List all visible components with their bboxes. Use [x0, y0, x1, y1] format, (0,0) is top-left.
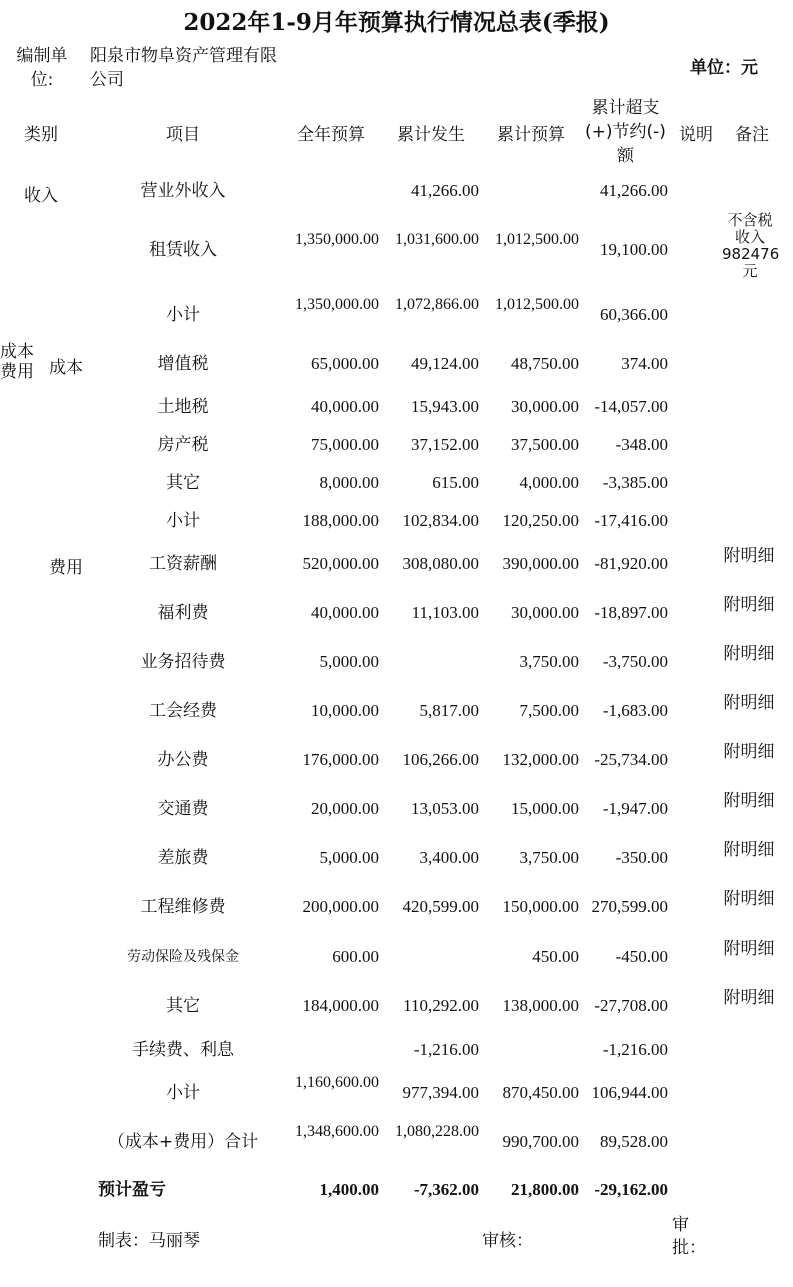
row-cumulative-budget: 138,000.00: [502, 996, 579, 1015]
row-variance: 106,944.00: [591, 1083, 668, 1102]
row-cumulative-budget: 150,000.00: [502, 897, 579, 916]
row-cumulative-budget: 30,000.00: [511, 397, 579, 416]
row-cumulative-actual: -7,362.00: [413, 1180, 479, 1199]
row-cumulative-actual: 615.00: [432, 473, 479, 492]
row-remark: 不含税收入982476元: [722, 211, 780, 280]
row-item: （成本+费用）合计: [107, 1132, 259, 1152]
org-name: 阳泉市物阜资产管理有限公司: [90, 46, 277, 90]
row-cumulative-actual: 110,292.00: [403, 996, 479, 1015]
row-annual-budget: 20,000.00: [311, 799, 379, 818]
row-cumulative-budget: 1,012,500.00: [495, 231, 579, 248]
row-annual-budget: 5,000.00: [319, 848, 379, 867]
row-variance: 60,366.00: [600, 305, 668, 324]
row-cumulative-budget: 48,750.00: [511, 354, 579, 373]
row-variance: -17,416.00: [594, 511, 668, 530]
row-variance: -27,708.00: [594, 996, 668, 1015]
row-cumulative-actual: 106,266.00: [402, 750, 479, 769]
row-variance: -29,162.00: [594, 1180, 668, 1199]
row-item: 工会经费: [149, 701, 217, 721]
row-annual-budget: 1,400.00: [319, 1180, 379, 1199]
unit-label: 单位：元: [690, 58, 758, 78]
group-income: 收入: [24, 186, 58, 206]
row-variance: -14,057.00: [594, 397, 668, 416]
row-annual-budget: 75,000.00: [311, 435, 379, 454]
row-remark: 附明细: [723, 889, 775, 909]
row-cumulative-actual: [383, 942, 479, 972]
group-expense: 费用: [49, 558, 83, 578]
row-remark: 附明细: [723, 546, 775, 566]
row-cumulative-budget: 21,800.00: [511, 1180, 579, 1199]
reviewed-by: 审核：: [482, 1231, 533, 1251]
row-variance: 41,266.00: [600, 181, 668, 200]
row-cumulative-actual: 308,080.00: [402, 554, 479, 573]
row-cumulative-budget: 3,750.00: [519, 652, 579, 671]
row-cumulative-actual: 1,080,228.00: [395, 1123, 479, 1140]
row-item: 房产税: [157, 435, 209, 455]
row-cumulative-budget: 390,000.00: [502, 554, 579, 573]
row-cumulative-actual: 13,053.00: [411, 799, 479, 818]
row-remark: 附明细: [723, 595, 775, 615]
row-variance: -25,734.00: [594, 750, 668, 769]
row-item: 增值税: [157, 354, 209, 374]
row-annual-budget: 65,000.00: [311, 354, 379, 373]
row-item: 土地税: [157, 397, 209, 417]
header-explanation: 说明: [679, 125, 713, 145]
row-cumulative-actual: 102,834.00: [402, 511, 479, 530]
group-cost-expense: 成本费用: [0, 342, 34, 382]
row-annual-budget: 40,000.00: [311, 603, 379, 622]
row-annual-budget: 600.00: [332, 947, 379, 966]
row-cumulative-actual: -1,216.00: [413, 1040, 479, 1059]
header-remarks: 备注: [735, 125, 769, 145]
row-item: 工资薪酬: [149, 554, 217, 574]
row-annual-budget: 1,160,600.00: [295, 1074, 379, 1091]
row-annual-budget: 40,000.00: [311, 397, 379, 416]
row-cumulative-actual: 37,152.00: [411, 435, 479, 454]
header-cumulative-budget: 累计预算: [497, 125, 565, 145]
row-cumulative-actual: 1,031,600.00: [395, 231, 479, 248]
row-annual-budget: 188,000.00: [302, 511, 379, 530]
row-annual-budget: 200,000.00: [302, 897, 379, 916]
row-item: 小计: [166, 511, 200, 531]
row-variance: 19,100.00: [600, 240, 668, 259]
row-cumulative-actual: 977,394.00: [402, 1083, 479, 1102]
row-cumulative-budget: 120,250.00: [502, 511, 579, 530]
row-item: 差旅费: [157, 848, 209, 868]
row-annual-budget: 10,000.00: [311, 701, 379, 720]
header-variance: 累计超支(+)节约(-)额: [585, 98, 666, 166]
row-remark: 附明细: [723, 644, 775, 664]
row-cumulative-actual: 49,124.00: [411, 354, 479, 373]
row-cumulative-budget: 30,000.00: [511, 603, 579, 622]
row-cumulative-actual: 420,599.00: [402, 897, 479, 916]
row-annual-budget: [283, 176, 379, 206]
row-item: 其它: [166, 473, 200, 493]
org-label: 编制单位:: [16, 46, 68, 90]
row-annual-budget: 5,000.00: [319, 652, 379, 671]
row-annual-budget: 8,000.00: [319, 473, 379, 492]
row-item: 租赁收入: [149, 240, 217, 260]
row-item: 小计: [166, 305, 200, 325]
row-item: 交通费: [157, 799, 209, 819]
row-cumulative-budget: 450.00: [532, 947, 579, 966]
header-annual-budget: 全年预算: [297, 125, 365, 145]
header-item: 项目: [166, 125, 200, 145]
row-variance: -18,897.00: [594, 603, 668, 622]
row-item: 工程维修费: [140, 897, 226, 917]
row-cumulative-actual: 15,943.00: [411, 397, 479, 416]
row-cumulative-budget: 7,500.00: [519, 701, 579, 720]
row-cumulative-budget: [483, 176, 579, 206]
row-cumulative-actual: [383, 647, 479, 677]
page-title: 2022年1-9月年预算执行情况总表(季报): [183, 9, 610, 36]
row-annual-budget: [283, 1035, 379, 1065]
row-cumulative-actual: 41,266.00: [411, 181, 479, 200]
row-variance: -3,385.00: [602, 473, 668, 492]
row-annual-budget: 520,000.00: [302, 554, 379, 573]
row-item: 其它: [166, 996, 200, 1016]
approved-by: 审批：: [672, 1215, 706, 1258]
row-cumulative-budget: 1,012,500.00: [495, 296, 579, 313]
row-cumulative-actual: 11,103.00: [411, 603, 479, 622]
row-remark: 附明细: [723, 840, 775, 860]
row-remark: 附明细: [723, 939, 775, 959]
row-cumulative-budget: 37,500.00: [511, 435, 579, 454]
row-variance: -450.00: [615, 947, 668, 966]
row-variance: -348.00: [615, 435, 668, 454]
row-item: 业务招待费: [140, 652, 226, 672]
row-remark: 附明细: [723, 693, 775, 713]
row-item: 劳动保险及残保金: [127, 949, 239, 965]
row-cumulative-budget: 870,450.00: [502, 1083, 579, 1102]
header-type: 类别: [24, 125, 58, 145]
row-cumulative-budget: 4,000.00: [519, 473, 579, 492]
row-cumulative-budget: 15,000.00: [511, 799, 579, 818]
row-remark: 附明细: [723, 791, 775, 811]
row-annual-budget: 176,000.00: [302, 750, 379, 769]
header-cumulative-actual: 累计发生: [397, 125, 465, 145]
row-variance: 374.00: [621, 354, 668, 373]
row-remark: 附明细: [723, 742, 775, 762]
group-cost: 成本: [49, 358, 83, 378]
row-cumulative-actual: 5,817.00: [419, 701, 479, 720]
row-annual-budget: 1,350,000.00: [295, 296, 379, 313]
row-remark: 附明细: [723, 988, 775, 1008]
row-cumulative-budget: [483, 1035, 579, 1065]
row-variance: 89,528.00: [600, 1132, 668, 1151]
row-annual-budget: 184,000.00: [302, 996, 379, 1015]
row-variance: -81,920.00: [594, 554, 668, 573]
row-variance: -350.00: [615, 848, 668, 867]
row-annual-budget: 1,348,600.00: [295, 1123, 379, 1140]
row-variance: -1,947.00: [602, 799, 668, 818]
row-item: 预计盈亏: [98, 1180, 166, 1200]
row-cumulative-actual: 3,400.00: [419, 848, 479, 867]
row-item: 营业外收入: [140, 181, 226, 201]
row-variance: -3,750.00: [602, 652, 668, 671]
row-cumulative-actual: 1,072,866.00: [395, 296, 479, 313]
row-item: 办公费: [157, 750, 209, 770]
row-item: 福利费: [157, 603, 209, 623]
row-cumulative-budget: 3,750.00: [519, 848, 579, 867]
row-variance: 270,599.00: [591, 897, 668, 916]
row-cumulative-budget: 990,700.00: [502, 1132, 579, 1151]
row-annual-budget: 1,350,000.00: [295, 231, 379, 248]
row-item: 手续费、利息: [132, 1040, 234, 1060]
row-item: 小计: [166, 1083, 200, 1103]
prepared-by: 制表：马丽琴: [98, 1231, 200, 1251]
row-cumulative-budget: 132,000.00: [502, 750, 579, 769]
row-variance: -1,683.00: [602, 701, 668, 720]
row-variance: -1,216.00: [602, 1040, 668, 1059]
